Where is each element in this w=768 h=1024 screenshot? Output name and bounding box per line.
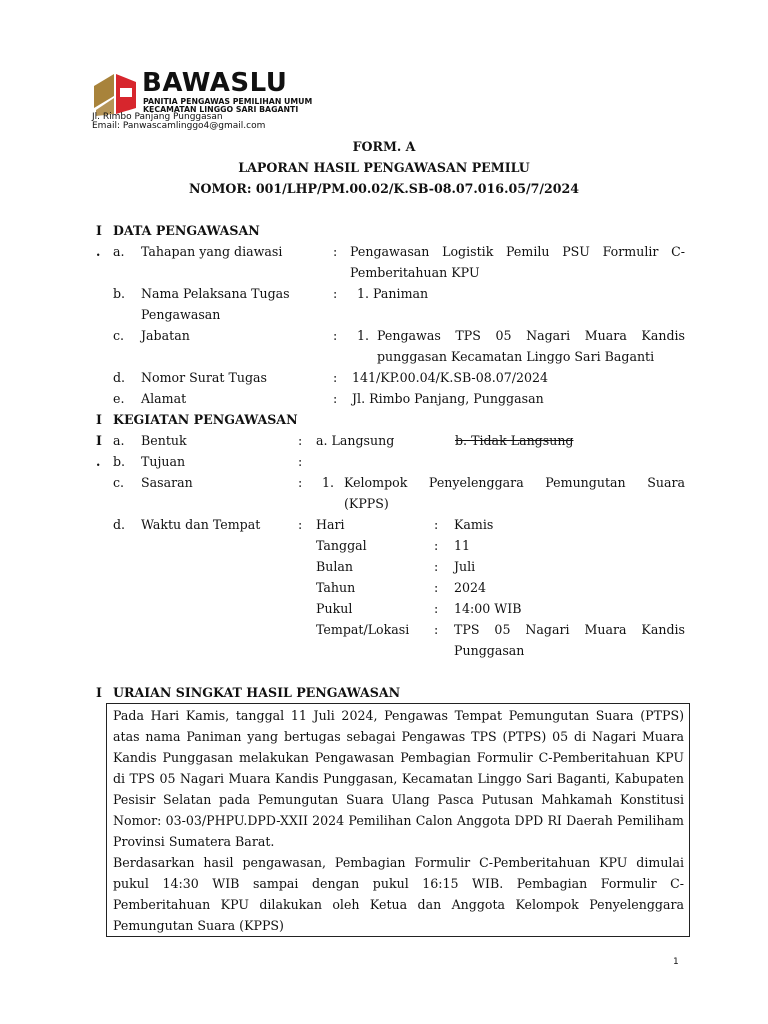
letterhead-address: Jl. Rimbo Panjang Punggasan	[92, 112, 223, 122]
row-colon: :	[333, 286, 338, 301]
section-heading: URAIAN SINGKAT HASIL PENGAWASAN	[113, 685, 401, 700]
row-label: Nomor Surat Tugas	[141, 370, 268, 385]
waktu-key-tanggal: Tanggal	[316, 538, 367, 553]
waktu-key-pukul: Pukul	[316, 601, 353, 616]
waktu-value-hari: Kamis	[454, 517, 494, 532]
row-label-cont: Pengawasan	[141, 307, 221, 322]
row-value-cont: punggasan Kecamatan Linggo Sari Baganti	[377, 349, 655, 364]
bentuk-option-tidak-langsung: b. Tidak Langsung	[455, 433, 574, 448]
row-label: Tahapan yang diawasi	[141, 244, 283, 259]
row-colon: :	[298, 454, 303, 469]
section-number: I	[96, 412, 102, 427]
waktu-colon: :	[434, 580, 439, 595]
summary-box	[106, 703, 690, 937]
waktu-value-tanggal: 11	[454, 538, 471, 553]
row-value-cont: (KPPS)	[344, 496, 389, 511]
committee-line-1: PANITIA PENGAWAS PEMILIHAN UMUM	[143, 97, 313, 106]
row-letter: e.	[113, 391, 125, 406]
row-letter: a.	[113, 433, 125, 448]
row-letter: a.	[113, 244, 125, 259]
waktu-key-lokasi: Tempat/Lokasi	[316, 622, 410, 637]
row-value: 1. Paniman	[357, 286, 429, 301]
row-value: Jl. Rimbo Panjang, Punggasan	[352, 391, 544, 406]
waktu-value-pukul: 14:00 WIB	[454, 601, 522, 616]
waktu-colon: :	[434, 601, 439, 616]
waktu-value-lokasi: TPS 05 Nagari Muara Kandis	[454, 622, 685, 637]
waktu-key-bulan: Bulan	[316, 559, 354, 574]
row-colon: :	[298, 517, 303, 532]
row-colon: :	[298, 433, 303, 448]
row-value-cont: Pemberitahuan KPU	[350, 265, 480, 280]
section-dot: .	[96, 244, 101, 259]
row-letter: b.	[113, 454, 126, 469]
section-number-b: I	[96, 433, 102, 448]
row-value: Kelompok Penyelenggara Pemungutan Suara	[344, 475, 685, 490]
org-name: BAWASLU	[142, 68, 288, 98]
summary-paragraph-1: Pada Hari Kamis, tanggal 11 Juli 2024, Pengawas Tempat Pemungutan Suara (PTPS) atas nama Paniman yang bertugas sebagai Pengawas TPS (PTPS) 05 di Nagari Muara Kandis Punggasan melakukan Pengawasan Pembagian Formulir C-Pemberitahuan KPU di TPS 05 Nagari Muara Kandis Punggasan, Kecamatan Linggo Sari Baganti, Kabupaten Pesisir Selatan pada Pemungutan Suara Ulang Pasca Putusan Mahkamah Konstitusi Nomor: 03-03/PHPU.DPD-XXII 2024 Pemilihan Calon Anggota DPD RI Daerah Pemiliham Provinsi Sumatera Barat.	[113, 708, 684, 849]
row-colon: :	[333, 370, 338, 385]
section-number: I	[96, 685, 102, 700]
section-dot: .	[96, 454, 101, 469]
row-label: Waktu dan Tempat	[141, 517, 261, 532]
row-label: Jabatan	[141, 328, 190, 343]
section-heading: DATA PENGAWASAN	[113, 223, 260, 238]
row-colon: :	[298, 475, 303, 490]
row-value-number: 1.	[357, 328, 370, 343]
row-colon: :	[333, 391, 338, 406]
waktu-key-hari: Hari	[316, 517, 345, 532]
row-label: Tujuan	[141, 454, 186, 469]
letterhead-email: Email: Panwascamlinggo4@gmail.com	[92, 121, 266, 131]
waktu-colon: :	[434, 559, 439, 574]
row-value: 141/KP.00.04/K.SB-08.07/2024	[352, 370, 549, 385]
row-value: Pengawasan Logistik Pemilu PSU Formulir C-	[350, 244, 685, 259]
row-letter: b.	[113, 286, 126, 301]
waktu-colon: :	[434, 622, 439, 637]
waktu-value-tahun: 2024	[454, 580, 487, 595]
row-letter: d.	[113, 517, 126, 532]
row-value: Pengawas TPS 05 Nagari Muara Kandis	[377, 328, 685, 343]
waktu-colon: :	[434, 517, 439, 532]
row-value-number: 1.	[322, 475, 335, 490]
form-title: FORM. A	[352, 139, 416, 154]
bawaslu-logo-icon	[92, 72, 138, 116]
report-title: LAPORAN HASIL PENGAWASAN PEMILU	[238, 160, 530, 175]
row-colon: :	[333, 244, 338, 259]
waktu-value-lokasi-cont: Punggasan	[454, 643, 525, 658]
row-label: Alamat	[141, 391, 187, 406]
row-letter: c.	[113, 328, 125, 343]
committee-line-2: KECAMATAN LINGGO SARI BAGANTI	[143, 105, 299, 114]
row-label: Nama Pelaksana Tugas	[141, 286, 290, 301]
report-number: NOMOR: 001/LHP/PM.00.02/K.SB-08.07.016.05/7/2024	[189, 181, 579, 196]
page-number: 1	[673, 957, 679, 967]
bentuk-option-langsung: a. Langsung	[316, 433, 395, 448]
row-label: Sasaran	[141, 475, 193, 490]
section-heading: KEGIATAN PENGAWASAN	[113, 412, 298, 427]
row-colon: :	[333, 328, 338, 343]
row-letter: d.	[113, 370, 126, 385]
waktu-key-tahun: Tahun	[316, 580, 356, 595]
row-letter: c.	[113, 475, 125, 490]
waktu-colon: :	[434, 538, 439, 553]
waktu-value-bulan: Juli	[454, 559, 476, 574]
row-label: Bentuk	[141, 433, 187, 448]
summary-paragraph-2: Berdasarkan hasil pengawasan, Pembagian Formulir C-Pemberitahuan KPU dimulai pukul 14:30 WIB sampai dengan pukul 16:15 WIB. Pembagian Formulir C-Pemberitahuan KPU dilakukan oleh Ketua dan Anggota Kelompok Penyelenggara Pemungutan Suara (KPPS)	[113, 855, 684, 933]
section-number: I	[96, 223, 102, 238]
